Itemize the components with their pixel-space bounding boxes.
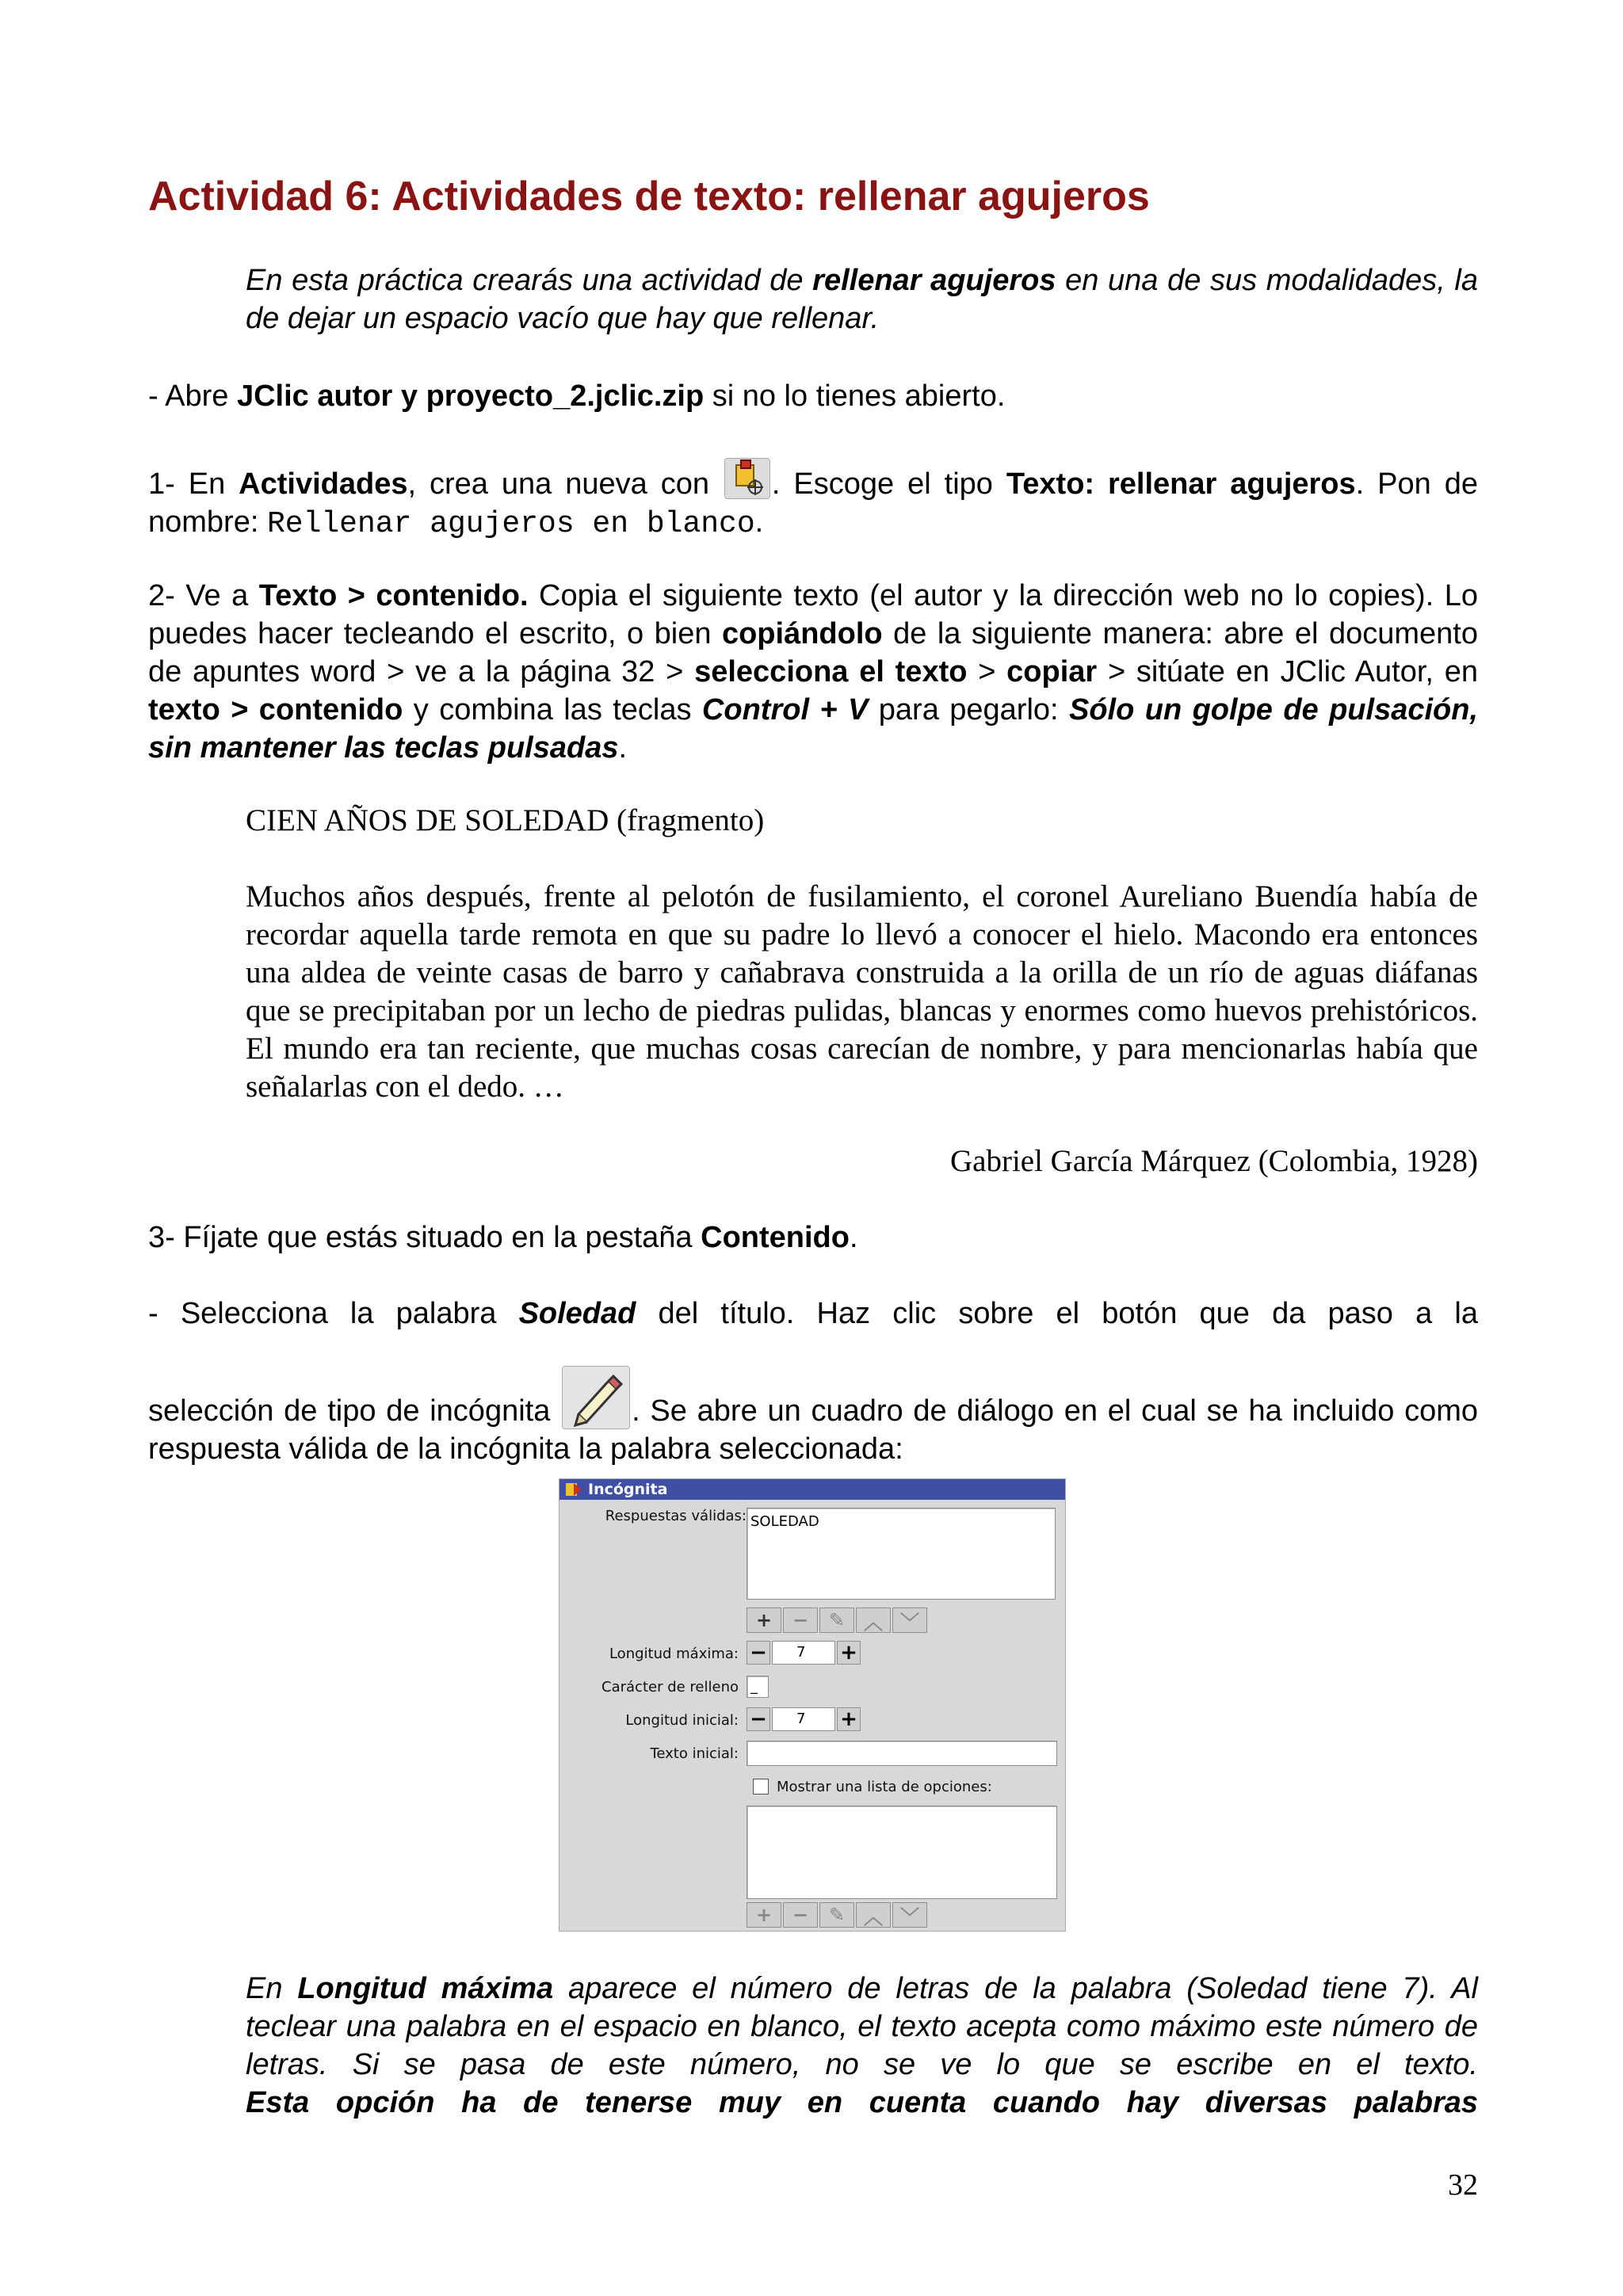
- text-run: para pegarlo:: [868, 693, 1069, 727]
- dialog-title: Incógnita: [588, 1481, 668, 1498]
- open-paragraph: [148, 377, 1478, 415]
- text-run: - Selecciona la palabra: [148, 1297, 519, 1330]
- text-run-bold: copiar: [1006, 655, 1098, 688]
- text-run: > sitúate en JClic Autor, en: [1097, 655, 1478, 688]
- text-run-bold: Esta opción ha de tenerse muy en cuenta cuando hay diversas palabras: [246, 2086, 1478, 2119]
- quote-heading: CIEN AÑOS DE SOLEDAD (fragmento): [246, 803, 765, 837]
- text-run: 3- Fíjate que estás situado en la pestaña: [148, 1221, 701, 1254]
- increment-button[interactable]: +: [837, 1641, 861, 1665]
- new-activity-icon-graphic: [725, 459, 769, 498]
- text-run: en una de sus modalidades, la de dejar un espacio vacío que hay que rellenar.: [246, 264, 1478, 335]
- select-paragraph-line1: [148, 1295, 1478, 1333]
- new-activity-icon[interactable]: [724, 458, 770, 499]
- text-run: - Abre: [148, 379, 237, 413]
- remove-button[interactable]: −: [783, 1902, 818, 1928]
- text-run-bold: texto > contenido: [148, 693, 403, 727]
- pencil-icon-graphic: [563, 1367, 629, 1428]
- incognita-dialog: [559, 1478, 1066, 1932]
- text-run: si no lo tienes abierto.: [704, 379, 1006, 413]
- text-run: >: [967, 655, 1007, 688]
- opciones-toolbar: [747, 1902, 927, 1928]
- text-run-bold: Contenido: [701, 1221, 850, 1254]
- page-number: 32: [1448, 2168, 1478, 2202]
- text-run: selección de tipo de incógnita: [148, 1394, 561, 1428]
- move-down-icon[interactable]: ﹀: [892, 1902, 927, 1928]
- increment-button[interactable]: +: [837, 1707, 861, 1731]
- text-run: , crea una nueva con: [407, 467, 723, 501]
- move-up-icon[interactable]: ︿: [856, 1608, 891, 1633]
- text-run: Copia el siguiente texto (el autor y la dirección web no lo copies). Lo puedes hacer tecleando el escrito, o bien: [148, 579, 1478, 650]
- opciones-list[interactable]: [747, 1806, 1057, 1899]
- text-run: . Se abre un cuadro de diálogo en el cual se ha incluido como respuesta válida de la incógnita la palabra seleccionada:: [148, 1394, 1479, 1466]
- text-run-bold: selecciona el texto: [694, 655, 968, 688]
- edit-icon[interactable]: ✎: [819, 1902, 854, 1928]
- caracter-relleno-label: Carácter de relleno: [601, 1679, 739, 1695]
- text-run: de la siguiente manera: abre el documento de apuntes word > ve a la página 32 >: [148, 617, 1479, 688]
- longitud-inicial-stepper: [747, 1707, 861, 1731]
- longitud-maxima-field[interactable]: 7: [772, 1641, 835, 1665]
- text-run-bold: Texto: rellenar agujeros: [1006, 467, 1356, 501]
- text-run: En esta práctica crearás una actividad de: [246, 264, 813, 297]
- text-run-bold-italic: Sólo un golpe de pulsación, sin mantener las teclas pulsadas: [148, 693, 1479, 765]
- step2-paragraph: [148, 577, 1478, 767]
- respuestas-label: Respuestas válidas:: [605, 1508, 747, 1524]
- move-up-icon[interactable]: ︿: [856, 1902, 891, 1928]
- step3-paragraph: [148, 1219, 1478, 1257]
- text-run-bold: JClic autor y proyecto_2.jclic.zip: [236, 379, 705, 413]
- mostrar-opciones-label: Mostrar una lista de opciones:: [777, 1779, 992, 1795]
- text-run: del título. Haz clic sobre el botón que da paso a la: [636, 1297, 1478, 1330]
- edit-icon[interactable]: ✎: [819, 1608, 854, 1633]
- text-run: aparece el número de letras de la palabra (Soledad tiene 7). Al teclear una palabra en el espacio en blanco, el texto acepta como máximo este número de letras. Si se pasa de este número, no se ve lo que se escribe en el texto.: [246, 1972, 1478, 2081]
- text-run: . Escoge el tipo: [771, 467, 1006, 501]
- respuestas-toolbar: [747, 1608, 927, 1633]
- longitud-inicial-field[interactable]: 7: [772, 1707, 835, 1731]
- texto-inicial-label: Texto inicial:: [650, 1745, 739, 1762]
- text-run-bold: rellenar agujeros: [812, 264, 1056, 297]
- select-paragraph-line2: [148, 1366, 1478, 1468]
- texto-inicial-field[interactable]: [747, 1741, 1057, 1766]
- decrement-button[interactable]: −: [747, 1641, 770, 1665]
- respuestas-list[interactable]: [747, 1508, 1056, 1600]
- text-run-bold: copiándolo: [721, 617, 883, 650]
- longitud-inicial-label: Longitud inicial:: [625, 1712, 739, 1729]
- quote-author: Gabriel García Márquez (Colombia, 1928): [949, 1144, 1478, 1178]
- caracter-relleno-field[interactable]: _: [747, 1676, 769, 1698]
- note-paragraph: [246, 1970, 1478, 2122]
- text-run-bold-italic: Control + V: [701, 693, 869, 727]
- text-run: .: [849, 1221, 858, 1254]
- add-button[interactable]: +: [747, 1608, 781, 1633]
- longitud-maxima-label: Longitud máxima:: [609, 1646, 739, 1662]
- remove-button[interactable]: −: [783, 1608, 818, 1633]
- move-down-icon[interactable]: ﹀: [892, 1608, 927, 1633]
- text-run: . Pon de nombre:: [148, 467, 1478, 539]
- dialog-app-icon: [564, 1482, 583, 1497]
- pencil-icon[interactable]: [562, 1366, 630, 1429]
- decrement-button[interactable]: −: [747, 1707, 770, 1731]
- respuesta-item[interactable]: SOLEDAD: [750, 1513, 819, 1530]
- text-run: y combina las teclas: [403, 693, 702, 727]
- text-run-bold: Longitud máxima: [297, 1972, 554, 2005]
- text-run: .: [754, 505, 764, 539]
- step1-paragraph: [148, 458, 1478, 543]
- text-run: 2- Ve a: [148, 579, 259, 612]
- mostrar-opciones-checkbox[interactable]: [753, 1779, 769, 1794]
- text-run: 1- En: [148, 467, 239, 501]
- page-title: Actividad 6: Actividades de texto: rellenar agujeros: [148, 174, 1150, 219]
- add-button[interactable]: +: [747, 1902, 781, 1928]
- activity-name: Rellenar agujeros en blanco: [266, 507, 755, 541]
- longitud-maxima-stepper: [747, 1641, 861, 1665]
- text-run: .: [618, 731, 628, 765]
- text-run-bold: Actividades: [239, 467, 408, 501]
- dialog-titlebar: [559, 1479, 1065, 1500]
- text-run-bold-italic: Soledad: [518, 1297, 636, 1330]
- quote-body: Muchos años después, frente al pelotón de fusilamiento, el coronel Aureliano Buendía había de recordar aquella tarde remota en que su padre lo llevó a conocer el hielo. Macondo era entonces una aldea de veinte casas de barro y cañabrava construida a la orilla de un río de aguas diáfanas que se precipitaban por un lecho de piedras pulidas, blancas y enormes como huevos prehistóricos. El mundo era tan reciente, que muchas cosas carecían de nombre, y para mencionarlas había que señalarlas con el dedo. …: [246, 879, 1478, 1104]
- text-run: En: [246, 1972, 298, 2005]
- intro-paragraph: [246, 261, 1478, 338]
- text-run-bold: Texto > contenido.: [258, 579, 529, 612]
